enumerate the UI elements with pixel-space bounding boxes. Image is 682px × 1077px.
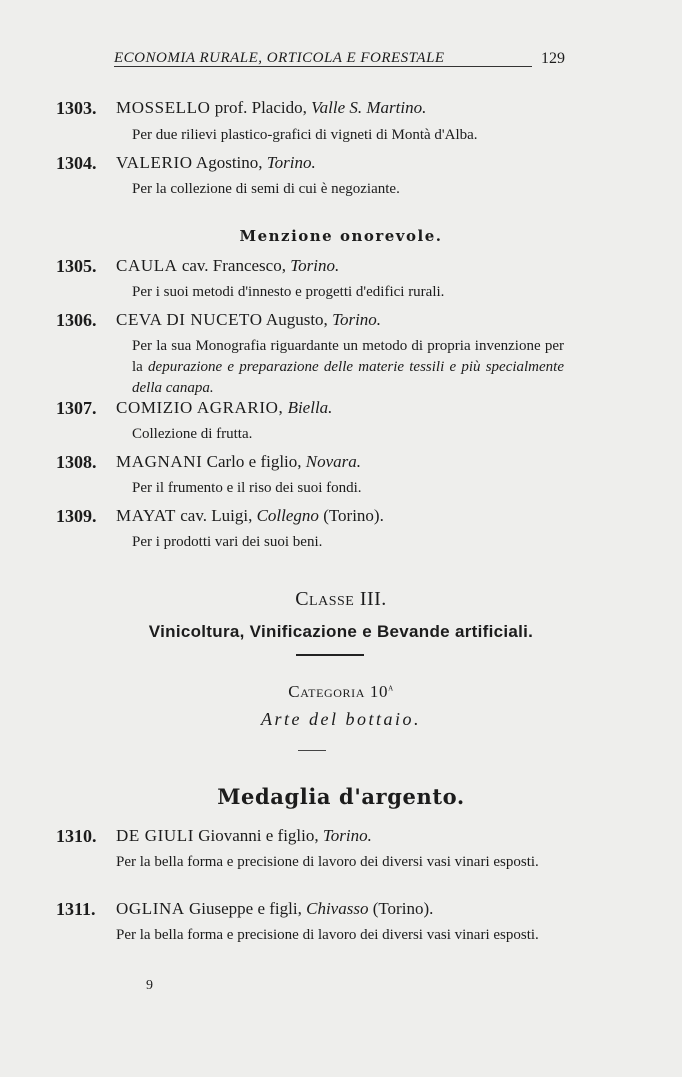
entry-surname: CAULA (116, 256, 178, 275)
entry-description: Per la bella forma e precisione di lavoro dei diversi vasi vinari esposti. (116, 854, 539, 870)
entry-name (116, 398, 332, 418)
entry-given: Carlo e figlio, (202, 452, 306, 471)
entry-location: Torino. (322, 826, 372, 845)
award-heading-medaglia: Medaglia d'argento. (217, 784, 465, 809)
page-number: 129 (541, 50, 565, 67)
class-heading (0, 588, 682, 611)
class-subtitle: Vinicoltura, Vinificazione e Bevande artificiali. (148, 622, 534, 641)
entry-number: 1311. (56, 899, 96, 919)
entry-location: Collegno (256, 506, 319, 525)
entry-given: Giovanni e figlio, (193, 826, 323, 845)
header-title: ECONOMIA RURALE, ORTICOLA E FORESTALE (114, 50, 445, 66)
entry-given: Giuseppe e figli, (184, 899, 307, 918)
entry-number: 1303. (56, 98, 97, 118)
entry-location: Biella. (287, 398, 333, 417)
category-subtitle: Arte del bottaio. (261, 709, 421, 729)
entry-surname: MAYAT (116, 506, 177, 525)
category-number: 10 (369, 682, 389, 701)
entry-number: 1304. (56, 153, 97, 173)
entry-location: Valle S. Martino. (311, 98, 427, 117)
entry-description: Per due rilievi plastico-grafici di vigneti di Montà d'Alba. (132, 127, 478, 143)
entry-number: 1305. (56, 256, 97, 276)
entry-description: Per la collezione di semi di cui è negoziante. (132, 181, 400, 197)
entry-given: cav. Francesco, (177, 256, 291, 275)
entry-location: Torino. (290, 256, 340, 275)
category-heading (0, 682, 682, 702)
entry-description (132, 336, 564, 399)
entry-surname: OGLINA (116, 899, 185, 918)
header-rule (114, 66, 532, 67)
short-rule (298, 750, 326, 751)
entry-given: prof. Placido, (210, 98, 312, 117)
entry-description: Collezione di frutta. (132, 426, 253, 442)
entry-number: 1308. (56, 452, 97, 472)
entry-number: 1309. (56, 506, 97, 526)
entry-description: Per i suoi metodi d'innesto e progetti d'edifici rurali. (132, 284, 445, 300)
entry-province: (Torino). (318, 506, 384, 525)
entry-name (116, 153, 316, 173)
entry-name (116, 826, 372, 846)
entry-description: Per il frumento e il riso dei suoi fondi. (132, 480, 362, 496)
entry-given: Agostino, (192, 153, 267, 172)
section-rule (296, 654, 364, 656)
award-heading-menzione: Menzione onorevole. (239, 227, 443, 245)
entry-location: Novara. (305, 452, 362, 471)
entry-number: 1307. (56, 398, 97, 418)
entry-name (116, 452, 361, 472)
entry-name (116, 899, 433, 919)
category-word: Categoria (288, 682, 365, 701)
entry-surname: MOSSELLO (116, 98, 211, 117)
category-suffix: a (388, 682, 394, 694)
entry-description: Per la bella forma e precisione di lavoro dei diversi vasi vinari esposti. (116, 927, 539, 943)
signature-mark: 9 (146, 978, 153, 993)
entry-description-text: Per la sua Monografia riguardante un metodo di propria invenzione per la (132, 338, 564, 375)
entry-surname: VALERIO (116, 153, 193, 172)
entry-location: Torino. (266, 153, 316, 172)
entry-name (116, 98, 426, 118)
entry-name (116, 310, 381, 330)
entry-name (116, 256, 339, 276)
class-word: Classe (295, 588, 355, 610)
entry-number: 1306. (56, 310, 97, 330)
entry-description: Per i prodotti vari dei suoi beni. (132, 534, 323, 550)
entry-location: Torino. (332, 310, 382, 329)
class-numeral: III. (359, 588, 387, 610)
running-header (60, 50, 565, 72)
entry-description-italic: depurazione e preparazione delle materie tessili e più specialmente della canapa. (132, 359, 564, 396)
entry-surname: CEVA DI NUCETO (116, 310, 263, 329)
entry-number: 1310. (56, 826, 97, 846)
entry-surname: COMIZIO AGRARIO, (116, 398, 284, 417)
entry-location: Chivasso (306, 899, 369, 918)
entry-given: Augusto, (262, 310, 333, 329)
entry-surname: DE GIULI (116, 826, 194, 845)
entry-given: cav. Luigi, (176, 506, 257, 525)
entry-surname: MAGNANI (116, 452, 203, 471)
entry-province: (Torino). (368, 899, 434, 918)
entry-name (116, 506, 384, 526)
